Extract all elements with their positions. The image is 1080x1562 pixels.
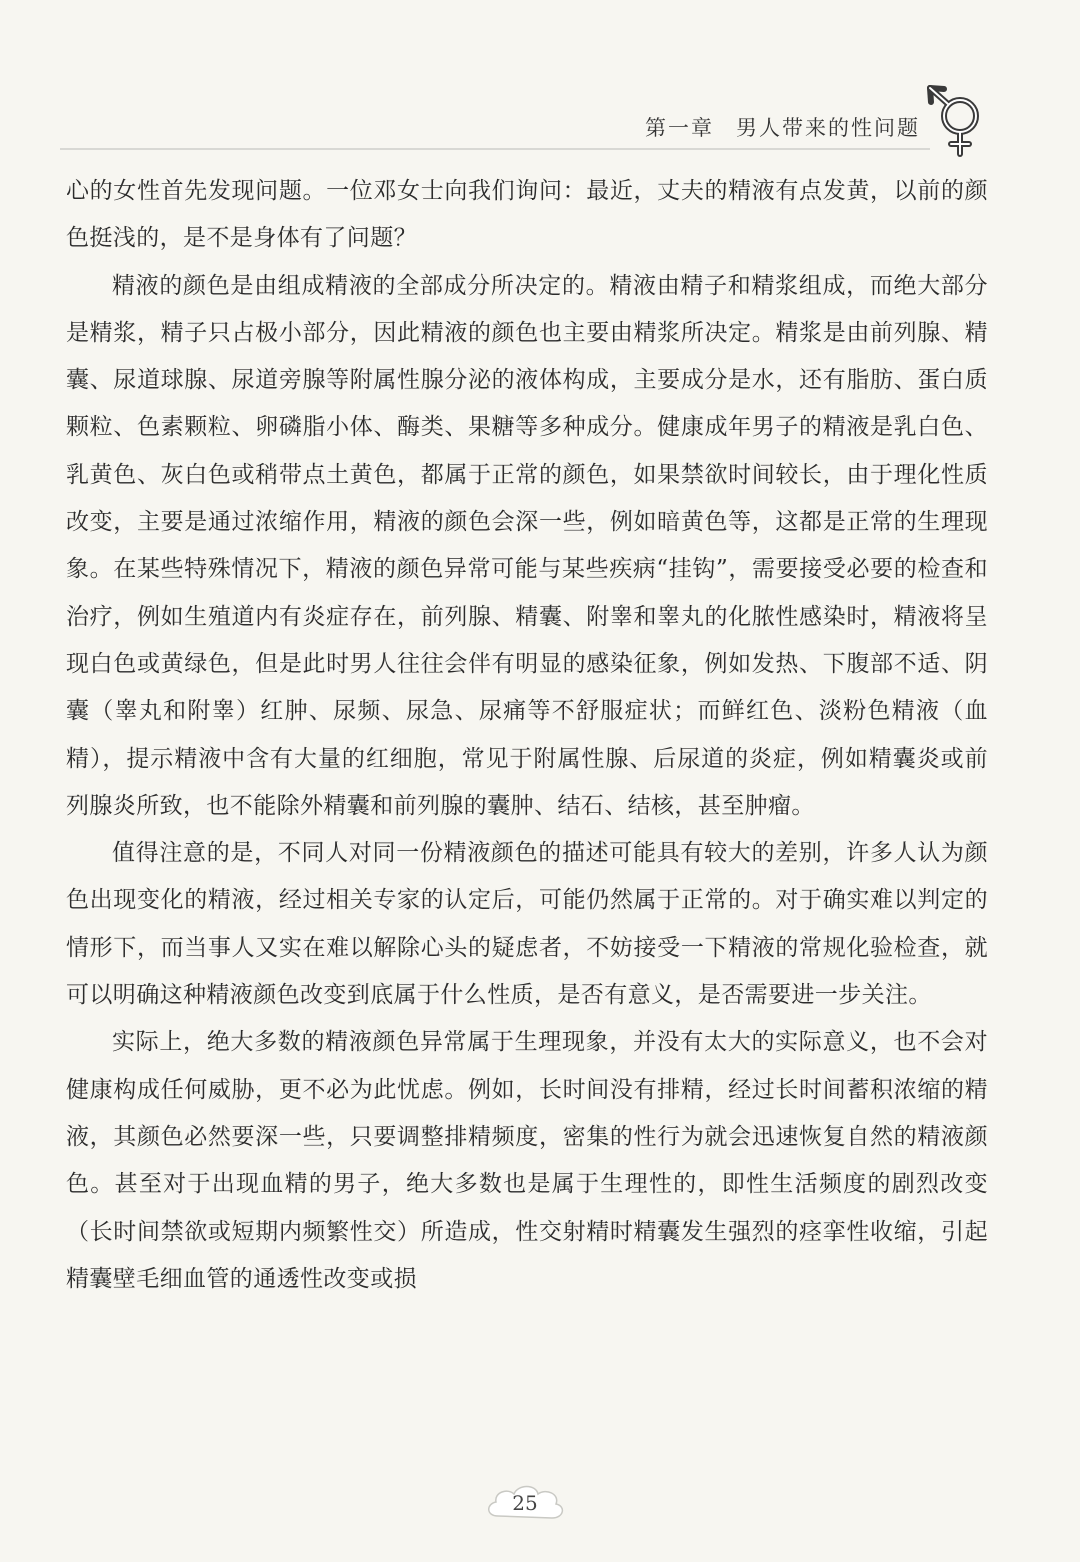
header-rule [60,148,930,150]
chapter-label: 第一章 [645,116,714,140]
male-female-symbol-icon [916,80,996,160]
running-header [645,112,920,142]
paragraph-description-difference: 值得注意的是，不同人对同一份精液颜色的描述可能具有较大的差别，许多人认为颜色出现变化的精液，经过相关专家的认定后，可能仍然属于正常的。对于确实难以判定的情形下，而当事人又实在难以解除心头的疑虑者，不妨接受一下精液的常规化验检查，就可以明确这种精液颜色改变到底属于什么性质，是否有意义，是否需要进一步关注。 [66,840,988,1009]
chapter-title: 男人带来的性问题 [736,116,920,140]
paragraph-semen-color: 精液的颜色是由组成精液的全部成分所决定的。精液由精子和精浆组成，而绝大部分是精浆，精子只占极小部分，因此精液的颜色也主要由精浆所决定。精浆是由前列腺、精囊、尿道球腺、尿道旁腺等附属性腺分泌的液体构成，主要成分是水，还有脂肪、蛋白质颗粒、色素颗粒、卵磷脂小体、酶类、果糖等多种成分。健康成年男子的精液是乳白色、乳黄色、灰白色或稍带点土黄色，都属于正常的颜色，如果禁欲时间较长，由于理化性质改变，主要是通过浓缩作用，精液的颜色会深一些，例如暗黄色等，这都是正常的生理现象。在某些特殊情况下，精液的颜色异常可能与某些疾病“挂钩”，需要接受必要的检查和治疗，例如生殖道内有炎症存在，前列腺、精囊、附睾和睾丸的化脓性感染时，精液将呈现白色或黄绿色，但是此时男人往往会伴有明显的感染征象，例如发热、下腹部不适、阴囊（睾丸和附睾）红肿、尿频、尿急、尿痛等不舒服症状；而鲜红色、淡粉色精液（血精），提示精液中含有大量的红细胞，常见于附属性腺、后尿道的炎症，例如精囊炎或前列腺炎所致，也不能除外精囊和前列腺的囊肿、结石、结核，甚至肿瘤。 [66,272,988,819]
paragraph-physiological-phenomenon: 实际上，绝大多数的精液颜色异常属于生理现象，并没有太大的实际意义，也不会对健康构成任何威胁，更不必为此忧虑。例如，长时间没有排精，经过长时间蓄积浓缩的精液，其颜色必然要深一些，只要调整排精频度，密集的性行为就会迅速恢复自然的精液颜色。甚至对于出现血精的男子，绝大多数也是属于生理性的，即性生活频度的剧烈改变（长时间禁欲或短期内频繁性交）所造成，性交射精时精囊发生强烈的痉挛性收缩，引起精囊壁毛细血管的通透性改变或损 [66,1029,988,1292]
body-text [66,168,988,1303]
page-number: 25 [512,1491,538,1515]
page-number-badge [480,1478,570,1528]
paragraph-continued: 心的女性首先发现问题。一位邓女士向我们询问：最近，丈夫的精液有点发黄，以前的颜色挺浅的，是不是身体有了问题？ [66,178,988,252]
